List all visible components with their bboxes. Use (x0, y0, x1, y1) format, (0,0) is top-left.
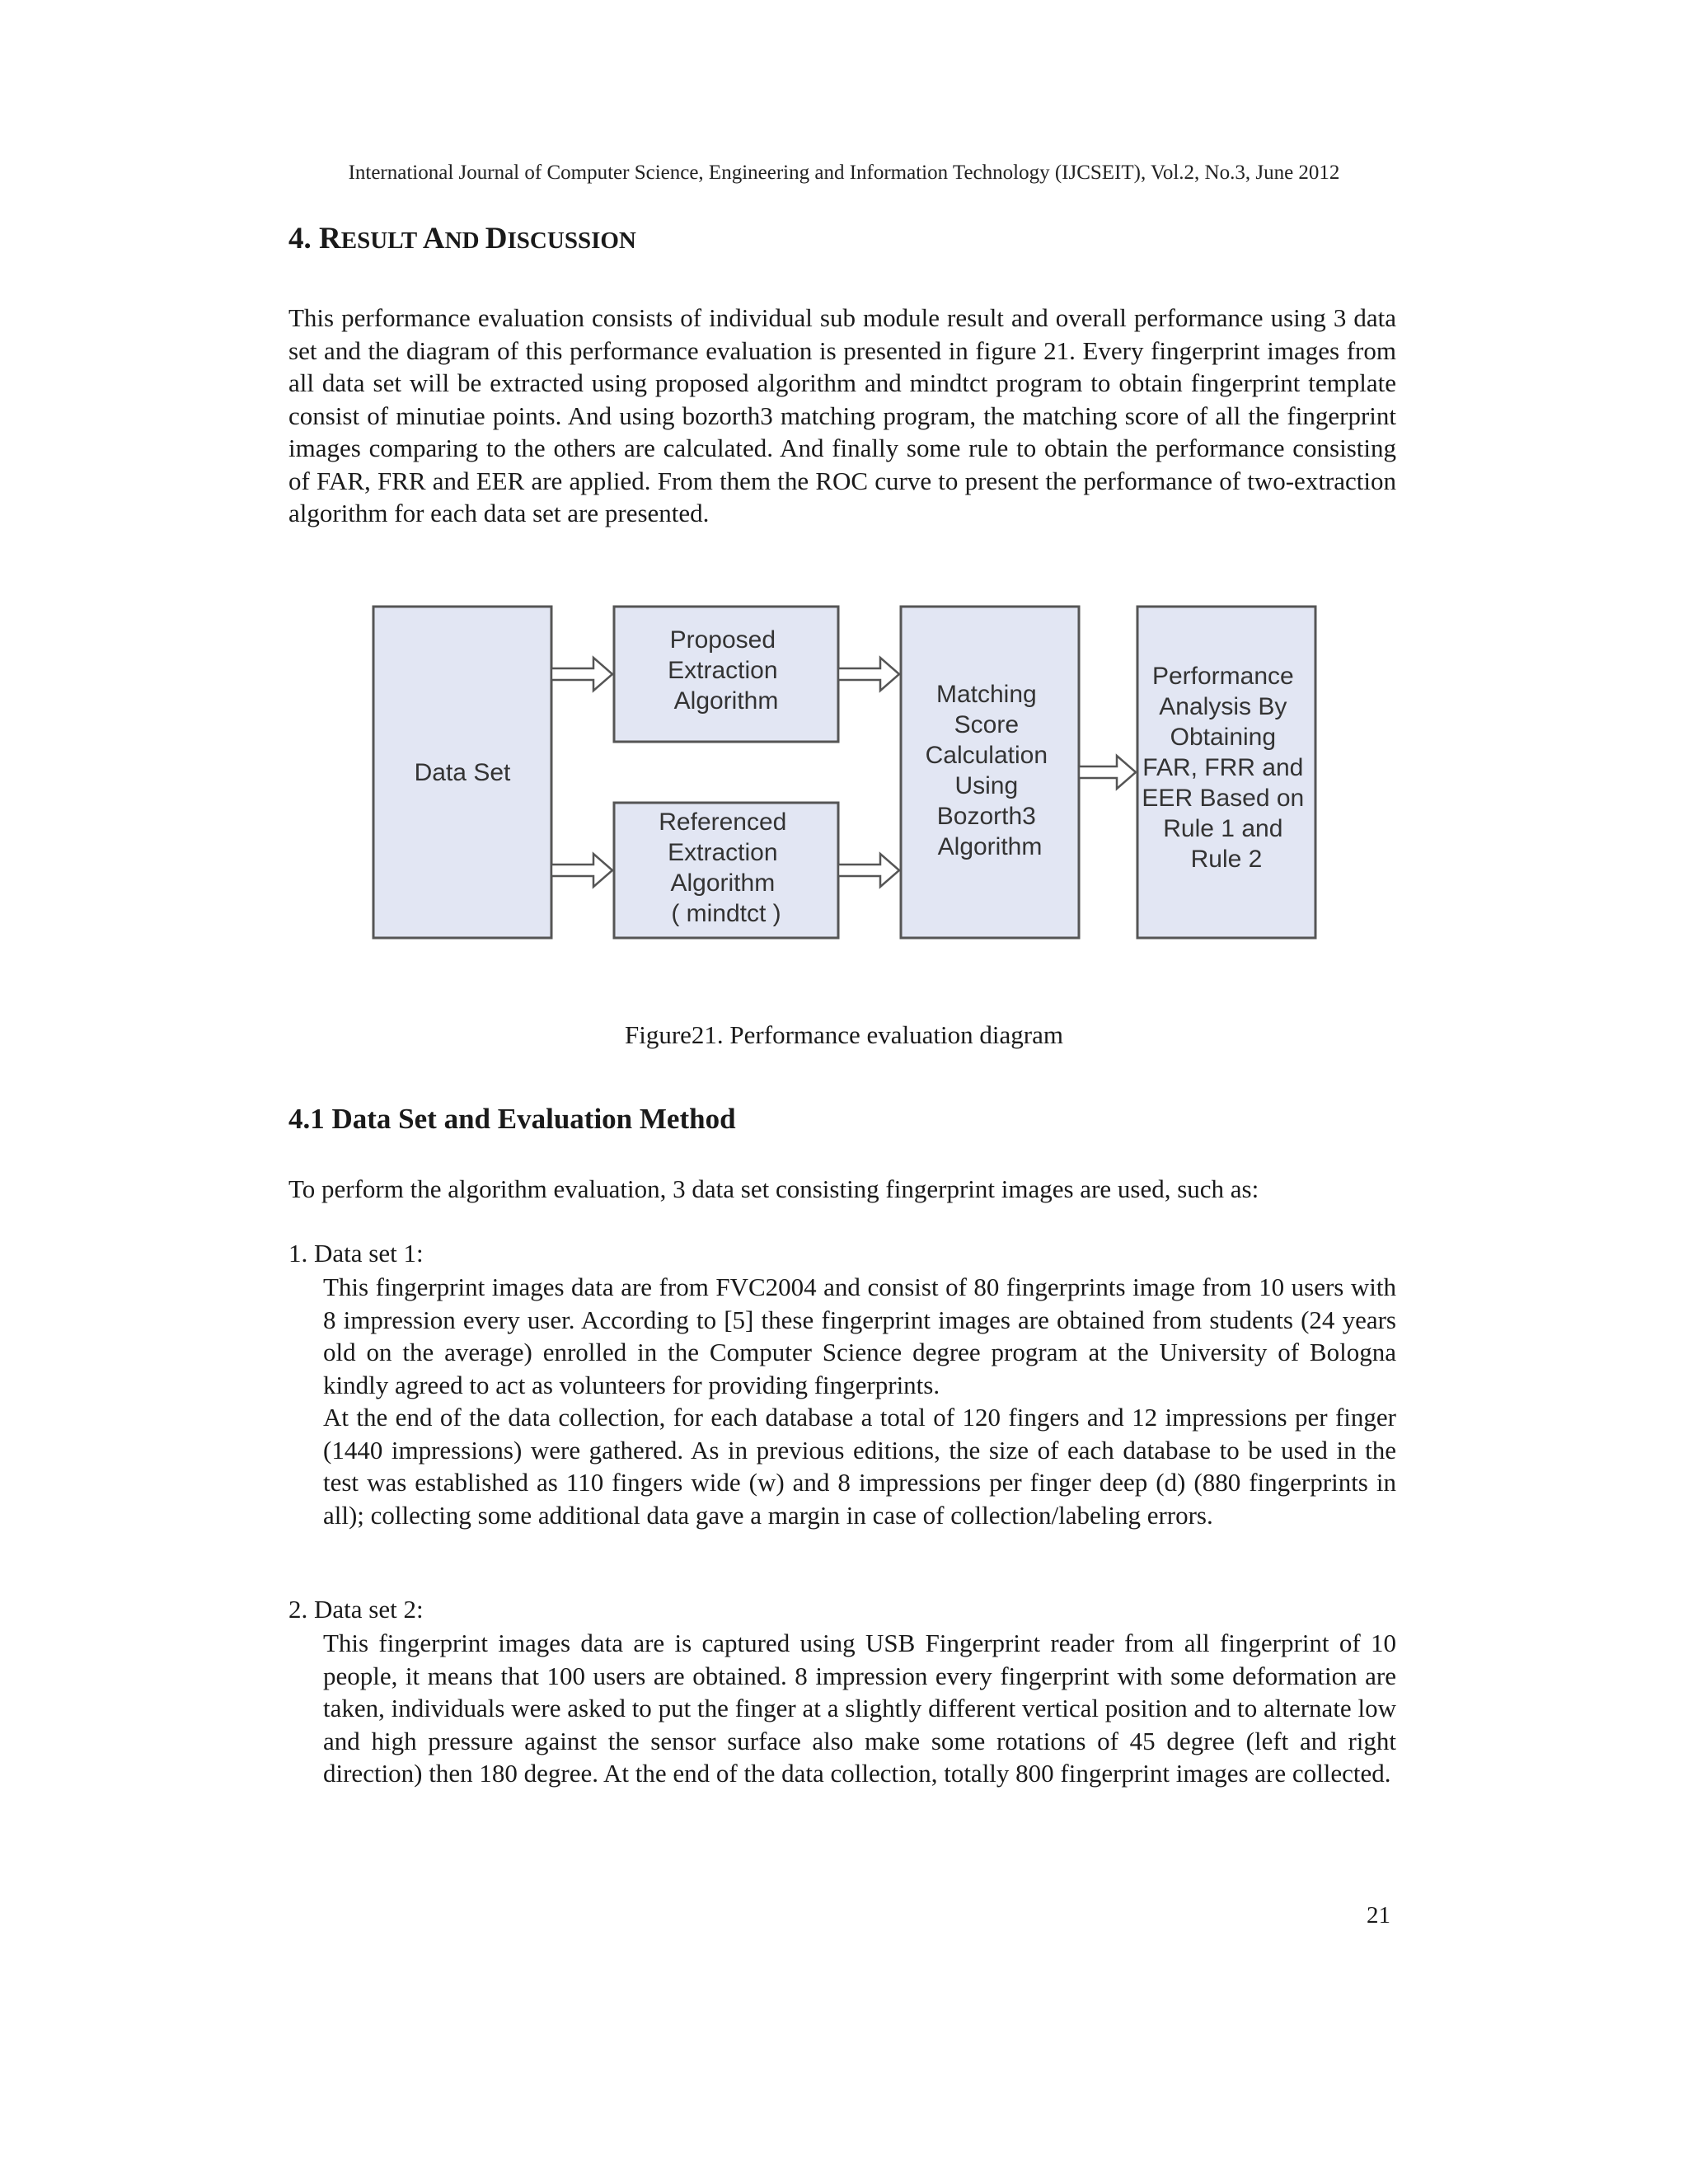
box-line: Bozorth3 (936, 803, 1036, 830)
box-line: Rule 2 (1190, 846, 1263, 873)
box-line: Performance (1151, 663, 1294, 690)
section-title-part: D (485, 222, 508, 255)
list-item-paragraph: At the end of the data collection, for each database a total of 120 fingers and 12 impressions per finger (1440 impressions) were gathered. As in previous editions, the size of each database to be used in the test was established as 110 fingers wide (w) and 8 impressions per finger deep (d) (880 fingerprints in all); collecting some additional data gave a margin in case of collection/labeling errors. (323, 1403, 1396, 1530)
box-line: Using (954, 772, 1019, 799)
box-line: FAR, FRR and (1142, 754, 1304, 781)
arrow-right-icon (551, 658, 612, 691)
list-item-paragraph: This fingerprint images data are is captured using USB Fingerprint reader from all fingerprint of 10 people, it means that 100 users are obtained. 8 impression every fingerprint with some deformation are taken, individuals were asked to put the finger at a slightly different vertical position and to alternate low and high pressure against the sensor surface also make some rotations of 45 degree (left and right direction) then 180 degree. At the end of the data collection, totally 800 fingerprint images are collected. (323, 1629, 1396, 1788)
lead-text: To perform the algorithm evaluation, 3 data set consisting fingerprint images are used, such as: (288, 1174, 1259, 1203)
section-number: 4. (288, 222, 319, 255)
box-line: Referenced (659, 808, 787, 836)
box-line: Rule 1 and (1163, 815, 1283, 842)
intro-paragraph: This performance evaluation consists of individual sub module result and overall performance using 3 data set and the diagram of this performance evaluation is presented in figure 21. Every fingerprint images from all data set will be extracted using proposed algorithm and mindtct program to obtain fingerprint template consist of minutiae points. And using bozorth3 matching program, the matching score of all the fingerprint images comparing to the others are calculated. And finally some rule to obtain the performance consisting of FAR, FRR and EER are applied. From them the ROC curve to present the performance of two-extraction algorithm for each data set are presented. (288, 303, 1396, 527)
section-title-part: A (422, 222, 445, 255)
performance-evaluation-diagram (369, 600, 1327, 946)
arrow-right-icon (838, 658, 899, 691)
journal-header: International Journal of Computer Science, Engineering and Information Technology (IJCSEIT), Vol.2, No.3, June 2012 (348, 162, 1340, 184)
figure-caption: Figure21. Performance evaluation diagram (625, 1020, 1063, 1049)
page-number: 21 (1367, 1902, 1390, 1929)
box-line: Obtaining (1170, 724, 1277, 751)
box-line: Score (954, 711, 1020, 738)
box-line: Extraction (668, 657, 778, 684)
box-line: Data Set (414, 759, 511, 786)
box-line: Algorithm (670, 869, 776, 897)
section-title-part: R (319, 222, 341, 255)
proposed-extraction-label (668, 626, 785, 715)
arrow-right-icon (838, 854, 899, 887)
list-item-label: 2. Data set 2: (288, 1595, 424, 1624)
section-title-part: ESULT (340, 227, 423, 254)
box-line: Algorithm (673, 687, 779, 715)
arrow-right-icon (551, 854, 612, 887)
section-title-part: ISCUSSION (507, 227, 636, 254)
data-set-label (415, 759, 511, 786)
box-line: Proposed (669, 626, 776, 654)
box-line: Matching (935, 681, 1037, 708)
list-item-label: 1. Data set 1: (288, 1239, 424, 1268)
box-line: ( mindtct ) (671, 900, 781, 927)
box-line: Calculation (925, 742, 1048, 769)
section-title (288, 221, 636, 256)
box-line: EER Based on (1142, 785, 1305, 812)
arrow-right-icon (1079, 756, 1136, 789)
subsection-title: 4.1 Data Set and Evaluation Method (288, 1103, 736, 1135)
performance-analysis-label (1142, 663, 1311, 873)
section-title-part: ND (444, 227, 485, 254)
box-line: Analysis By (1159, 693, 1287, 720)
box-line: Extraction (668, 839, 778, 866)
list-item-paragraph: This fingerprint images data are from FVC2004 and consist of 80 fingerprints image from 10 users with 8 impression every user. According to [5] these fingerprint images are obtained from students (24 years old on the average) enrolled in the Computer Science degree program at the University of Bologna kindly agreed to act as volunteers for providing fingerprints. (323, 1272, 1396, 1399)
box-line: Algorithm (937, 833, 1043, 860)
